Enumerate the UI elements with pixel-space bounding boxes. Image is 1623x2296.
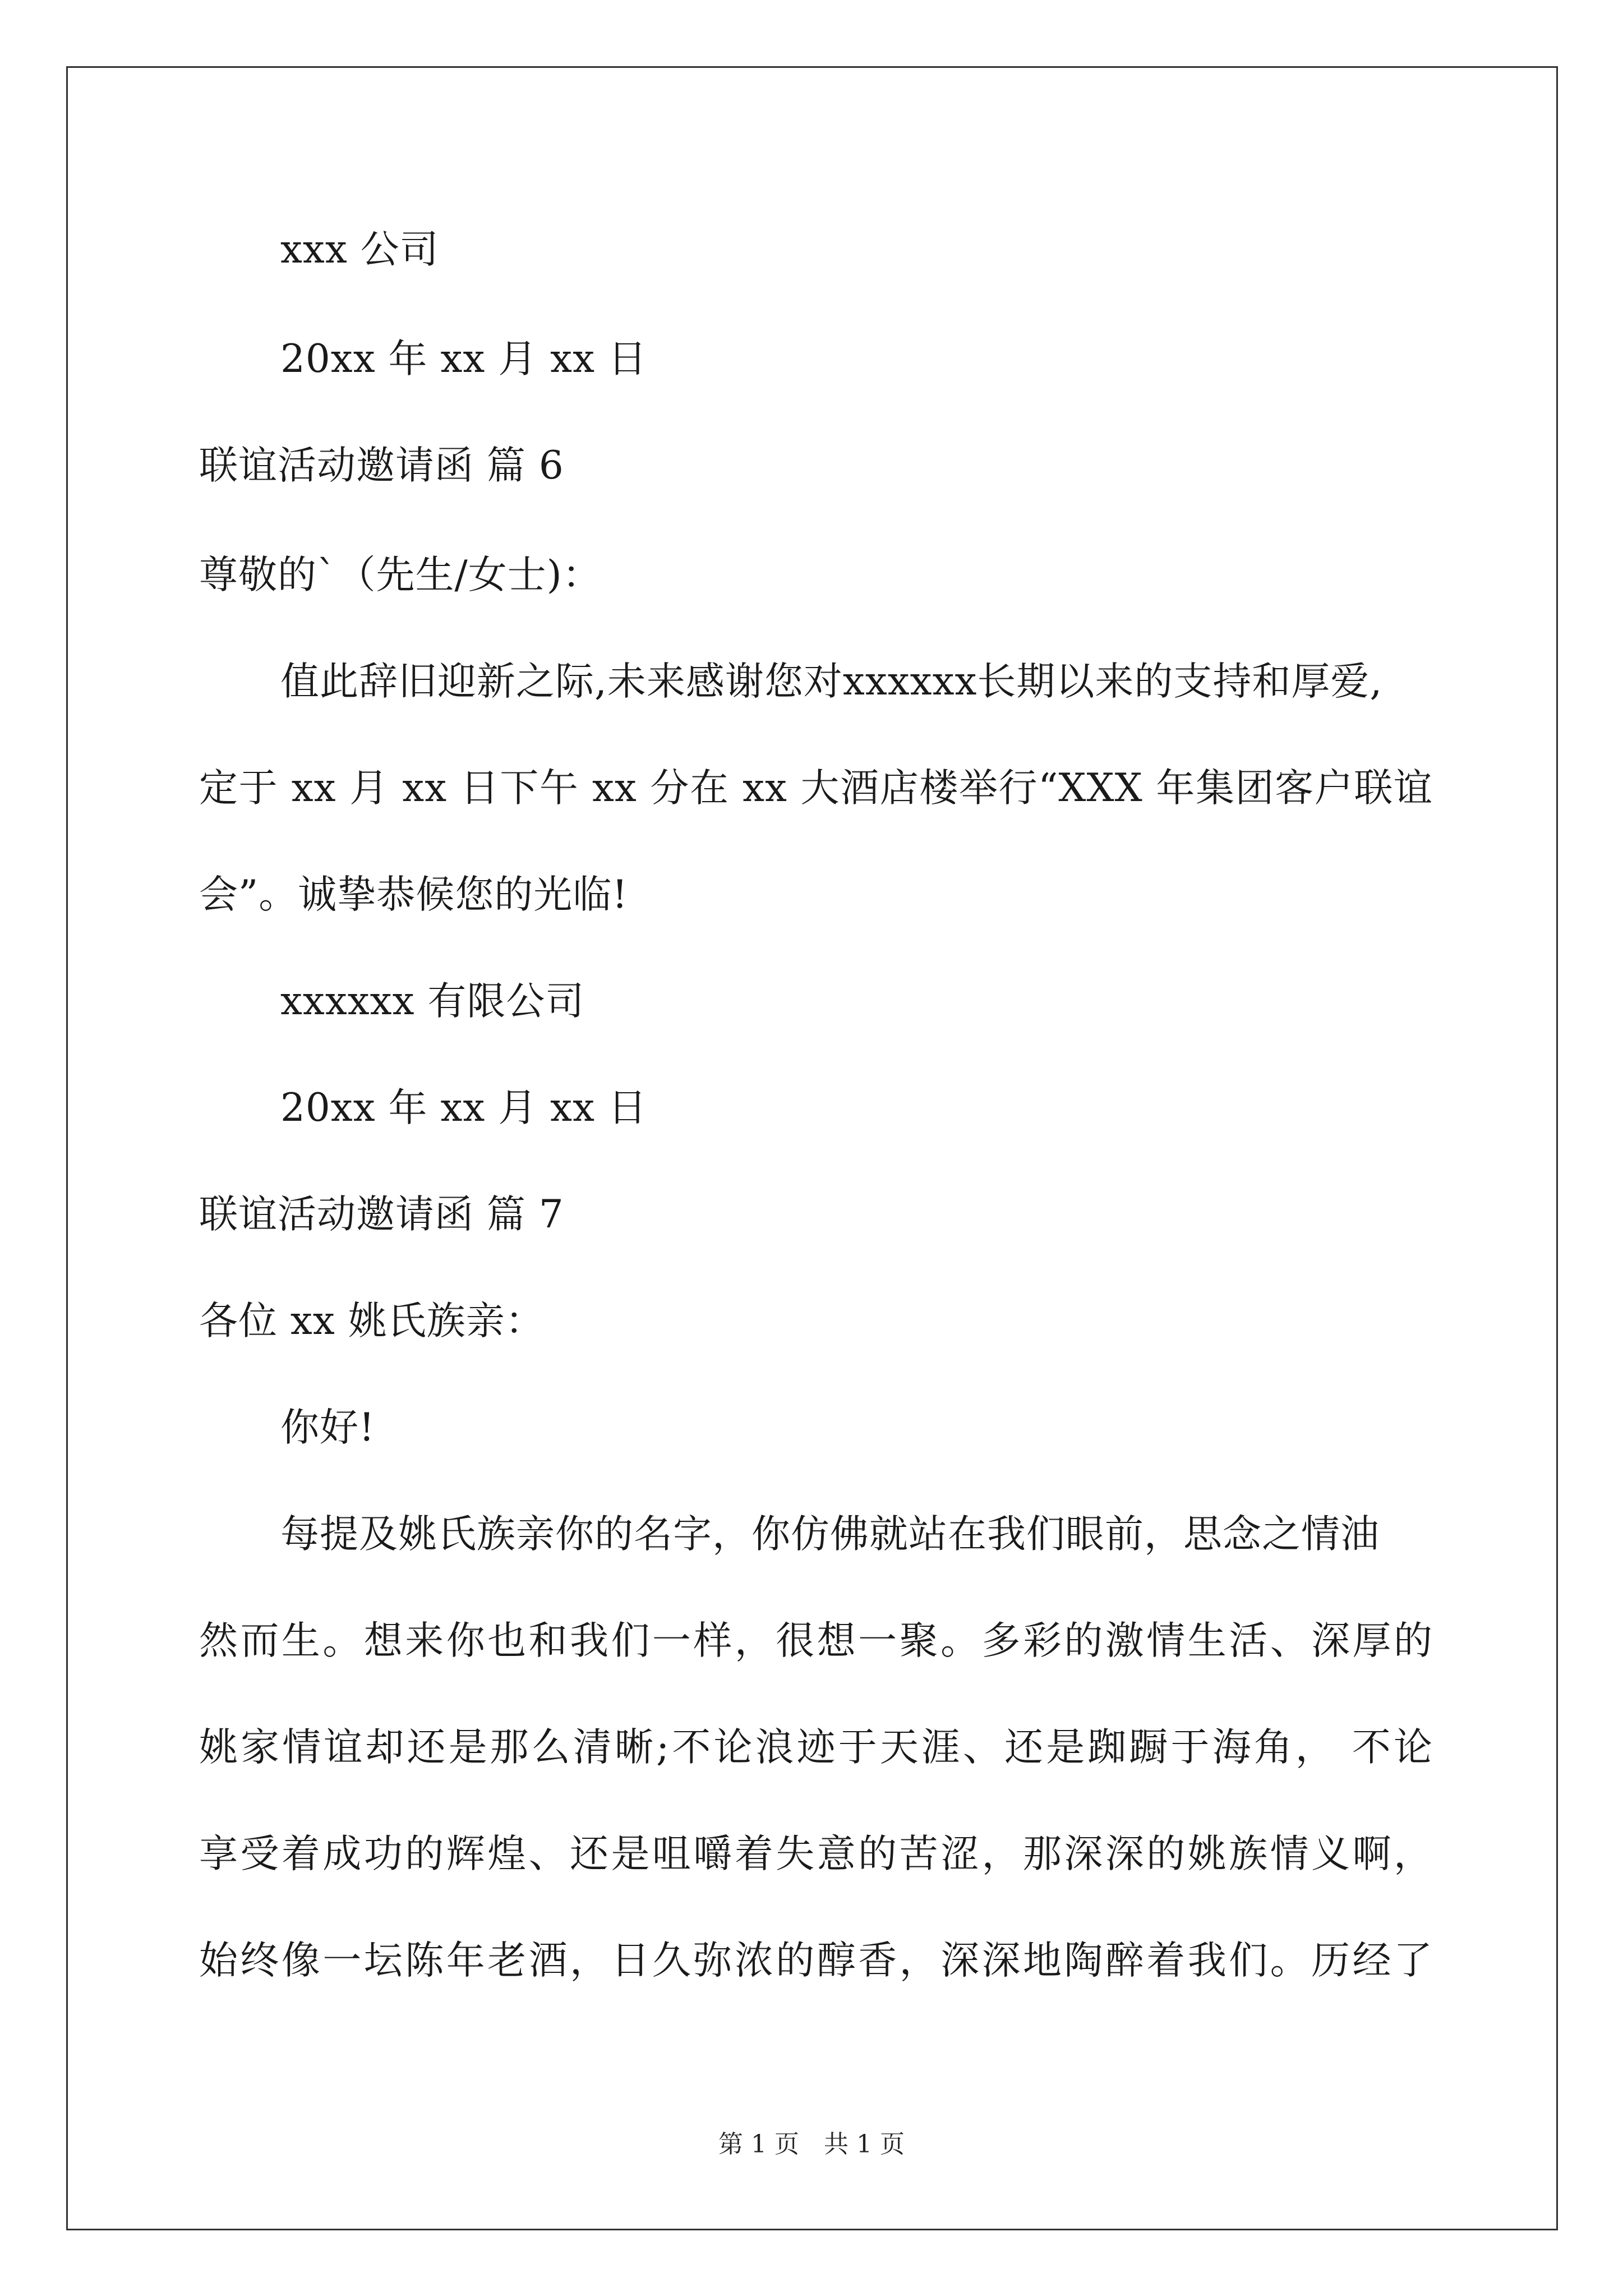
- body-paragraph-line: 值此辞旧迎新之际,未来感谢您对xxxxxx长期以来的支持和厚爱,: [280, 659, 1383, 704]
- signature-company: xxxxxx 有限公司: [280, 979, 585, 1024]
- salutation: 各位 xx 姚氏族亲：: [199, 1299, 545, 1343]
- body-paragraph-line: 会”。诚挚恭候您的光临!: [199, 872, 629, 917]
- body-paragraph-line: 定于 xx 月 xx 日下午 xx 分在 xx 大酒店楼举行“XXX 年集团客户联谊: [199, 766, 1433, 811]
- page-number-footer: 第 1 页 共 1 页: [718, 2130, 905, 2159]
- signature-date: 20xx 年 xx 月 xx 日: [280, 1085, 647, 1130]
- body-paragraph-line: 始终像一坛陈年老酒，日久弥浓的醇香，深深地陶醉着我们。历经了: [199, 1938, 1433, 1983]
- page-border: [66, 66, 1558, 2230]
- section-heading-7: 联谊活动邀请函 篇 7: [199, 1192, 564, 1237]
- signature-company: xxx 公司: [280, 227, 439, 272]
- body-paragraph-line: 每提及姚氏族亲你的名字，你仿佛就站在我们眼前，思念之情油: [280, 1512, 1380, 1557]
- salutation: 尊敬的`（先生/女士)：: [199, 553, 602, 597]
- body-paragraph-line: 然而生。想来你也和我们一样，很想一聚。多彩的激情生活、深厚的: [199, 1618, 1433, 1663]
- body-paragraph-line: 姚家情谊却还是那么清晰;不论浪迹于天涯、还是踟蹰于海角， 不论: [199, 1725, 1433, 1770]
- signature-date: 20xx 年 xx 月 xx 日: [280, 337, 647, 381]
- body-paragraph-line: 享受着成功的辉煌、还是咀嚼着失意的苦涩，那深深的姚族情义啊，: [199, 1832, 1433, 1876]
- greeting: 你好!: [280, 1405, 375, 1450]
- section-heading-6: 联谊活动邀请函 篇 6: [199, 443, 564, 488]
